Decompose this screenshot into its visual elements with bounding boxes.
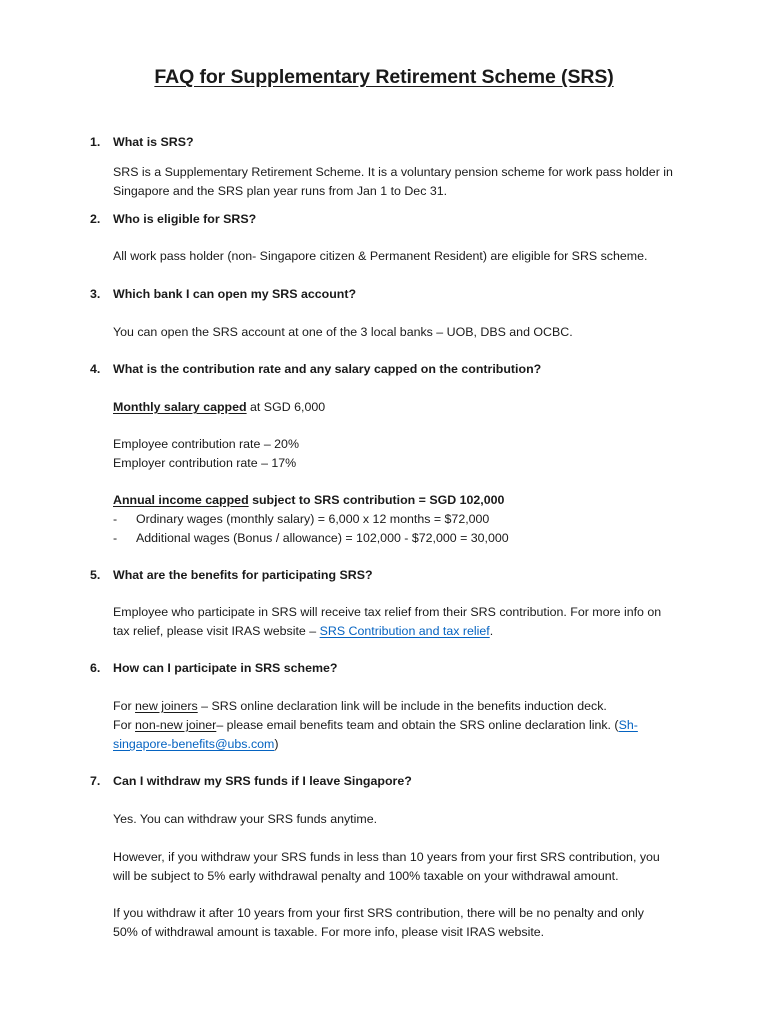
faq-answer-7-p2-line-1: However, if you withdraw your SRS funds in less than 10 years from your first SRS contribution, you [113,850,660,864]
employee-rate: Employee contribution rate – 20% [113,437,299,451]
answer-text: tax relief, please visit IRAS website – [113,624,320,638]
faq-answer-1-line-1: SRS is a Supplementary Retirement Scheme. It is a voluntary pension scheme for work pass holder in [113,165,673,179]
faq-question-4 [90,362,541,376]
faq-answer-5-line-2 [113,622,493,641]
answer-text: . [489,624,494,638]
faq-answer-7-p1: Yes. You can withdraw your SRS funds anytime. [113,812,378,826]
faq-answer-5-line-1: Employee who participate in SRS will receive tax relief from their SRS contribution. For more info on [113,605,662,619]
faq-question-7 [90,774,412,788]
question-text: Can I withdraw my SRS funds if I leave Singapore? [113,774,412,788]
monthly-cap-value: at SGD 6,000 [246,400,326,414]
question-number: 7. [90,774,101,788]
page-title: FAQ for Supplementary Retirement Scheme (SRS) [154,66,614,88]
annual-income-cap [113,491,504,510]
list-item [113,529,509,548]
bullet-text: Ordinary wages (monthly salary) = 6,000 x 12 months = $72,000 [136,512,490,526]
question-text: What is SRS? [113,135,194,149]
answer-text: For [113,699,136,713]
faq-answer-2: All work pass holder (non- Singapore citizen & Permanent Resident) are eligible for SRS scheme. [113,249,648,263]
monthly-cap-label: Monthly salary capped [113,400,247,414]
bullet-dash: - [113,531,118,545]
faq-answer-7-p3-line-2: 50% of withdrawal amount is taxable. For more info, please visit IRAS website. [113,925,545,939]
faq-question-5 [90,568,373,582]
faq-question-1 [90,135,194,149]
monthly-salary-cap [113,398,325,417]
faq-answer-7-p2-line-2: will be subject to 5% early withdrawal penalty and 100% taxable on your withdrawal amount. [113,869,619,883]
faq-answer-6-line-3 [113,735,279,754]
question-number: 3. [90,287,101,301]
question-number: 6. [90,661,101,675]
faq-answer-3: You can open the SRS account at one of the 3 local banks – UOB, DBS and OCBC. [113,325,573,339]
bullet-dash: - [113,512,118,526]
question-text: Which bank I can open my SRS account? [113,287,357,301]
faq-answer-6-line-1 [113,697,607,716]
answer-text: – SRS online declaration link will be include in the benefits induction deck. [197,699,607,713]
question-text: Who is eligible for SRS? [113,212,257,226]
faq-question-2 [90,212,256,226]
benefits-email-link[interactable]: singapore-benefits@ubs.com [113,737,275,751]
annual-cap-label: Annual income capped [113,493,249,507]
employer-rate: Employer contribution rate – 17% [113,456,297,470]
faq-answer-7-p3-line-1: If you withdraw it after 10 years from your first SRS contribution, there will be no penalty and only [113,906,644,920]
question-number: 4. [90,362,101,376]
bullet-text: Additional wages (Bonus / allowance) = 102,000 - $72,000 = 30,000 [136,531,509,545]
annual-cap-value: subject to SRS contribution = SGD 102,000 [248,493,505,507]
faq-answer-6-line-2 [113,716,638,735]
faq-question-6 [90,661,337,675]
answer-text: ) [274,737,279,751]
faq-question-3 [90,287,356,301]
answer-text: For [113,718,136,732]
non-new-joiner-term: non-new joiner [135,718,217,732]
new-joiners-term: new joiners [135,699,198,713]
question-number: 2. [90,212,101,226]
question-number: 1. [90,135,101,149]
answer-text: – please email benefits team and obtain the SRS online declaration link. ( [216,718,619,732]
benefits-email-link[interactable]: Sh- [618,718,638,732]
question-text: What are the benefits for participating SRS? [113,568,373,582]
question-text: What is the contribution rate and any salary capped on the contribution? [113,362,542,376]
faq-answer-1-line-2: Singapore and the SRS plan year runs from Jan 1 to Dec 31. [113,184,448,198]
question-number: 5. [90,568,101,582]
question-text: How can I participate in SRS scheme? [113,661,338,675]
list-item [113,510,489,529]
srs-tax-relief-link[interactable]: SRS Contribution and tax relief [319,624,490,638]
